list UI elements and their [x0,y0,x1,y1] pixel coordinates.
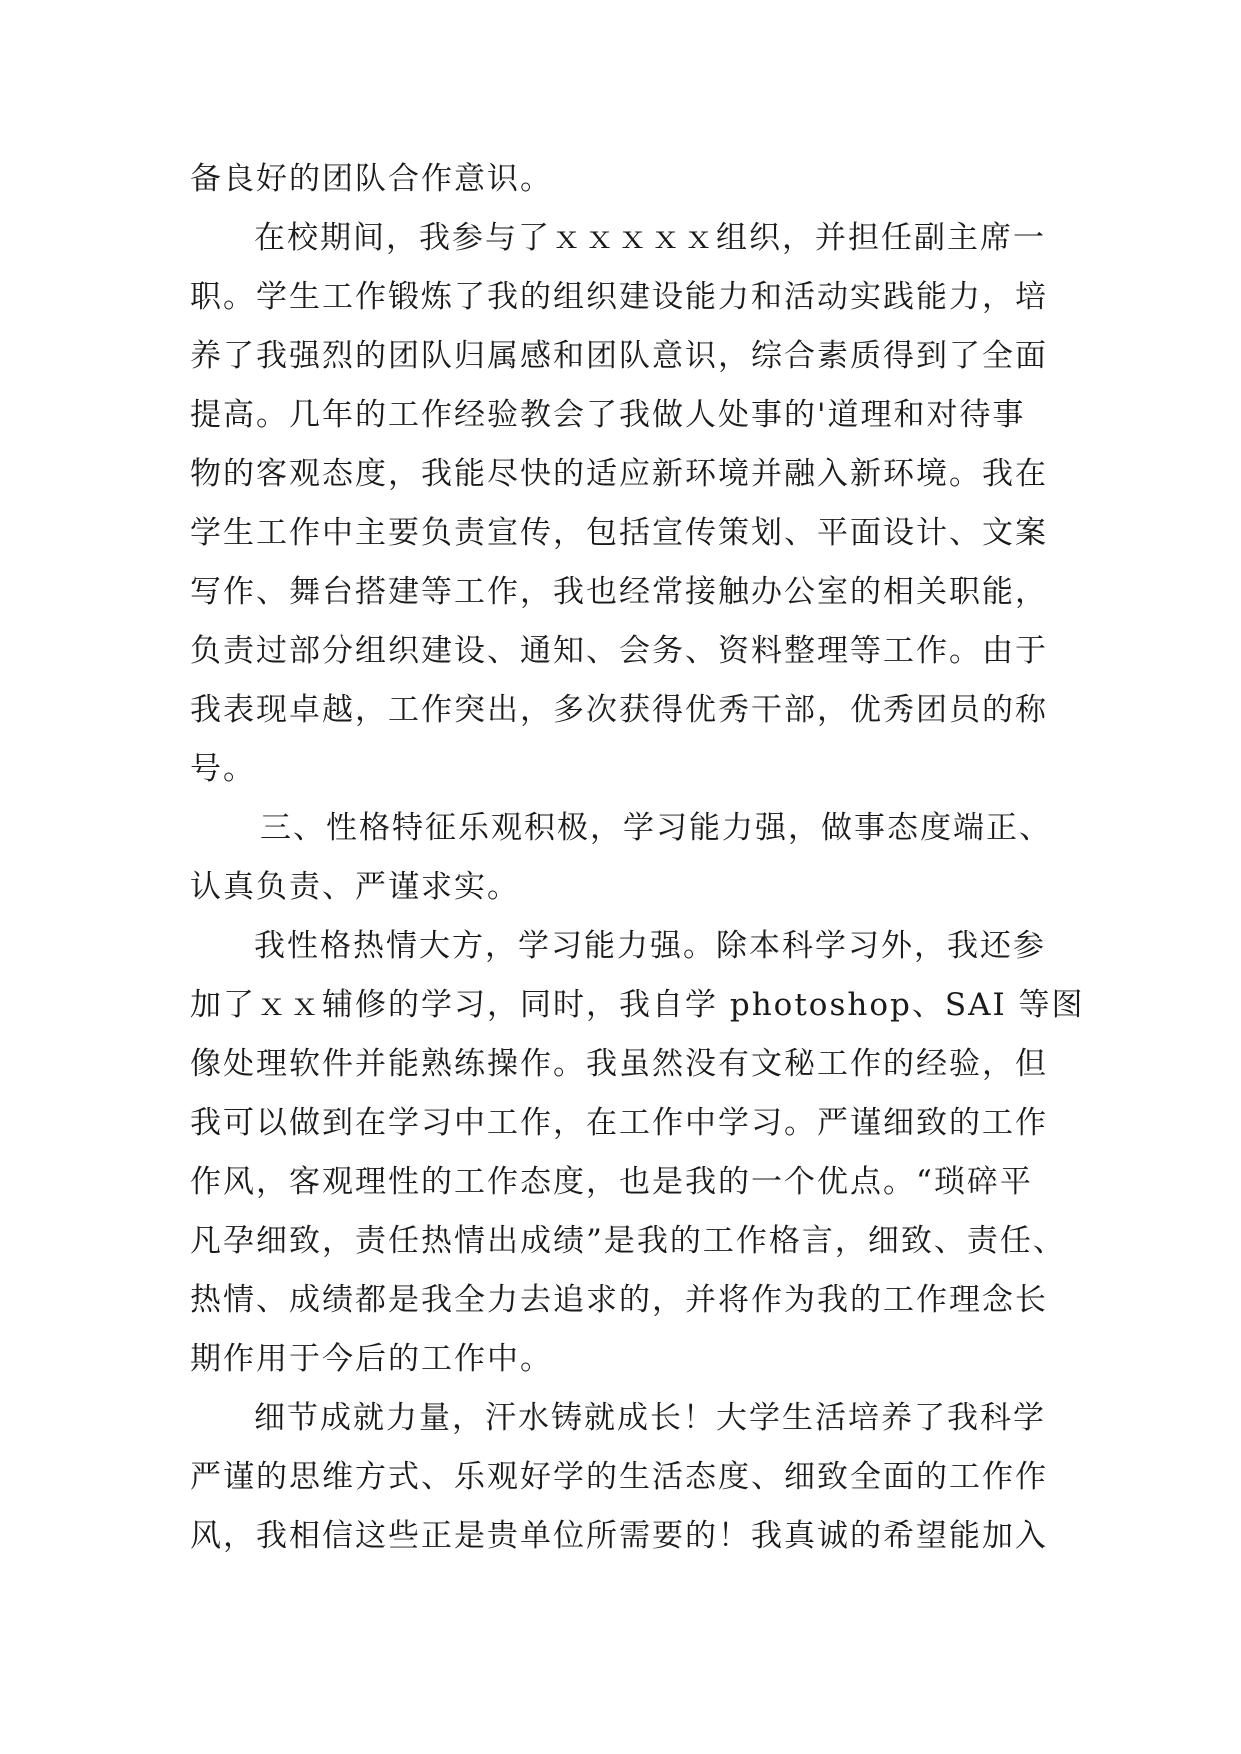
text-line: 像处理软件并能熟练操作。我虽然没有文秘工作的经验，但 [190,1046,1048,1082]
text-line: 加了ｘｘ辅修的学习，同时，我自学 photoshop、SAI 等图 [190,987,1085,1023]
text-line: 养了我强烈的团队归属感和团队意识，综合素质得到了全面 [190,338,1048,374]
document-body [190,150,1085,1566]
text-line: 提高。几年的工作经验教会了我做人处事的'道理和对待事 [190,397,1026,433]
text-line: 学生工作中主要负责宣传，包括宣传策划、平面设计、文案 [190,515,1048,551]
text-line: 负责过部分组织建设、通知、会务、资料整理等工作。由于 [190,633,1048,669]
text-line: 凡孕细致，责任热情出成绩”是我的工作格言，细致、责任、 [190,1223,1066,1259]
text-line: 风，我相信这些正是贵单位所需要的！我真诚的希望能加入 [190,1518,1048,1554]
text-line: 我可以做到在学习中工作，在工作中学习。严谨细致的工作 [190,1105,1048,1141]
text-line: 严谨的思维方式、乐观好学的生活态度、细致全面的工作作 [190,1459,1048,1495]
paragraph-start-line: 我性格热情大方，学习能力强。除本科学习外，我还参 [254,928,1046,964]
text-line: 号。 [190,751,256,787]
text-line: 写作、舞台搭建等工作，我也经常接触办公室的相关职能， [190,574,1048,610]
section-heading-line: 三、性格特征乐观积极，学习能力强，做事态度端正、 [260,810,1052,846]
text-line: 期作用于今后的工作中。 [190,1341,553,1377]
text-line: 作风，客观理性的工作态度，也是我的一个优点。“琐碎平 [190,1164,1033,1200]
paragraph-start-line: 在校期间，我参与了ｘｘｘｘｘ组织，并担任副主席一 [254,220,1046,256]
text-line: 职。学生工作锻炼了我的组织建设能力和活动实践能力，培 [190,279,1048,315]
paragraph-start-line: 细节成就力量，汗水铸就成长！大学生活培养了我科学 [254,1400,1046,1436]
text-line: 物的客观态度，我能尽快的适应新环境并融入新环境。我在 [190,456,1048,492]
text-line: 我表现卓越，工作突出，多次获得优秀干部，优秀团员的称 [190,692,1048,728]
text-line: 热情、成绩都是我全力去追求的，并将作为我的工作理念长 [190,1282,1048,1318]
text-line: 备良好的团队合作意识。 [190,161,553,197]
text-line: 认真负责、严谨求实。 [190,869,520,905]
